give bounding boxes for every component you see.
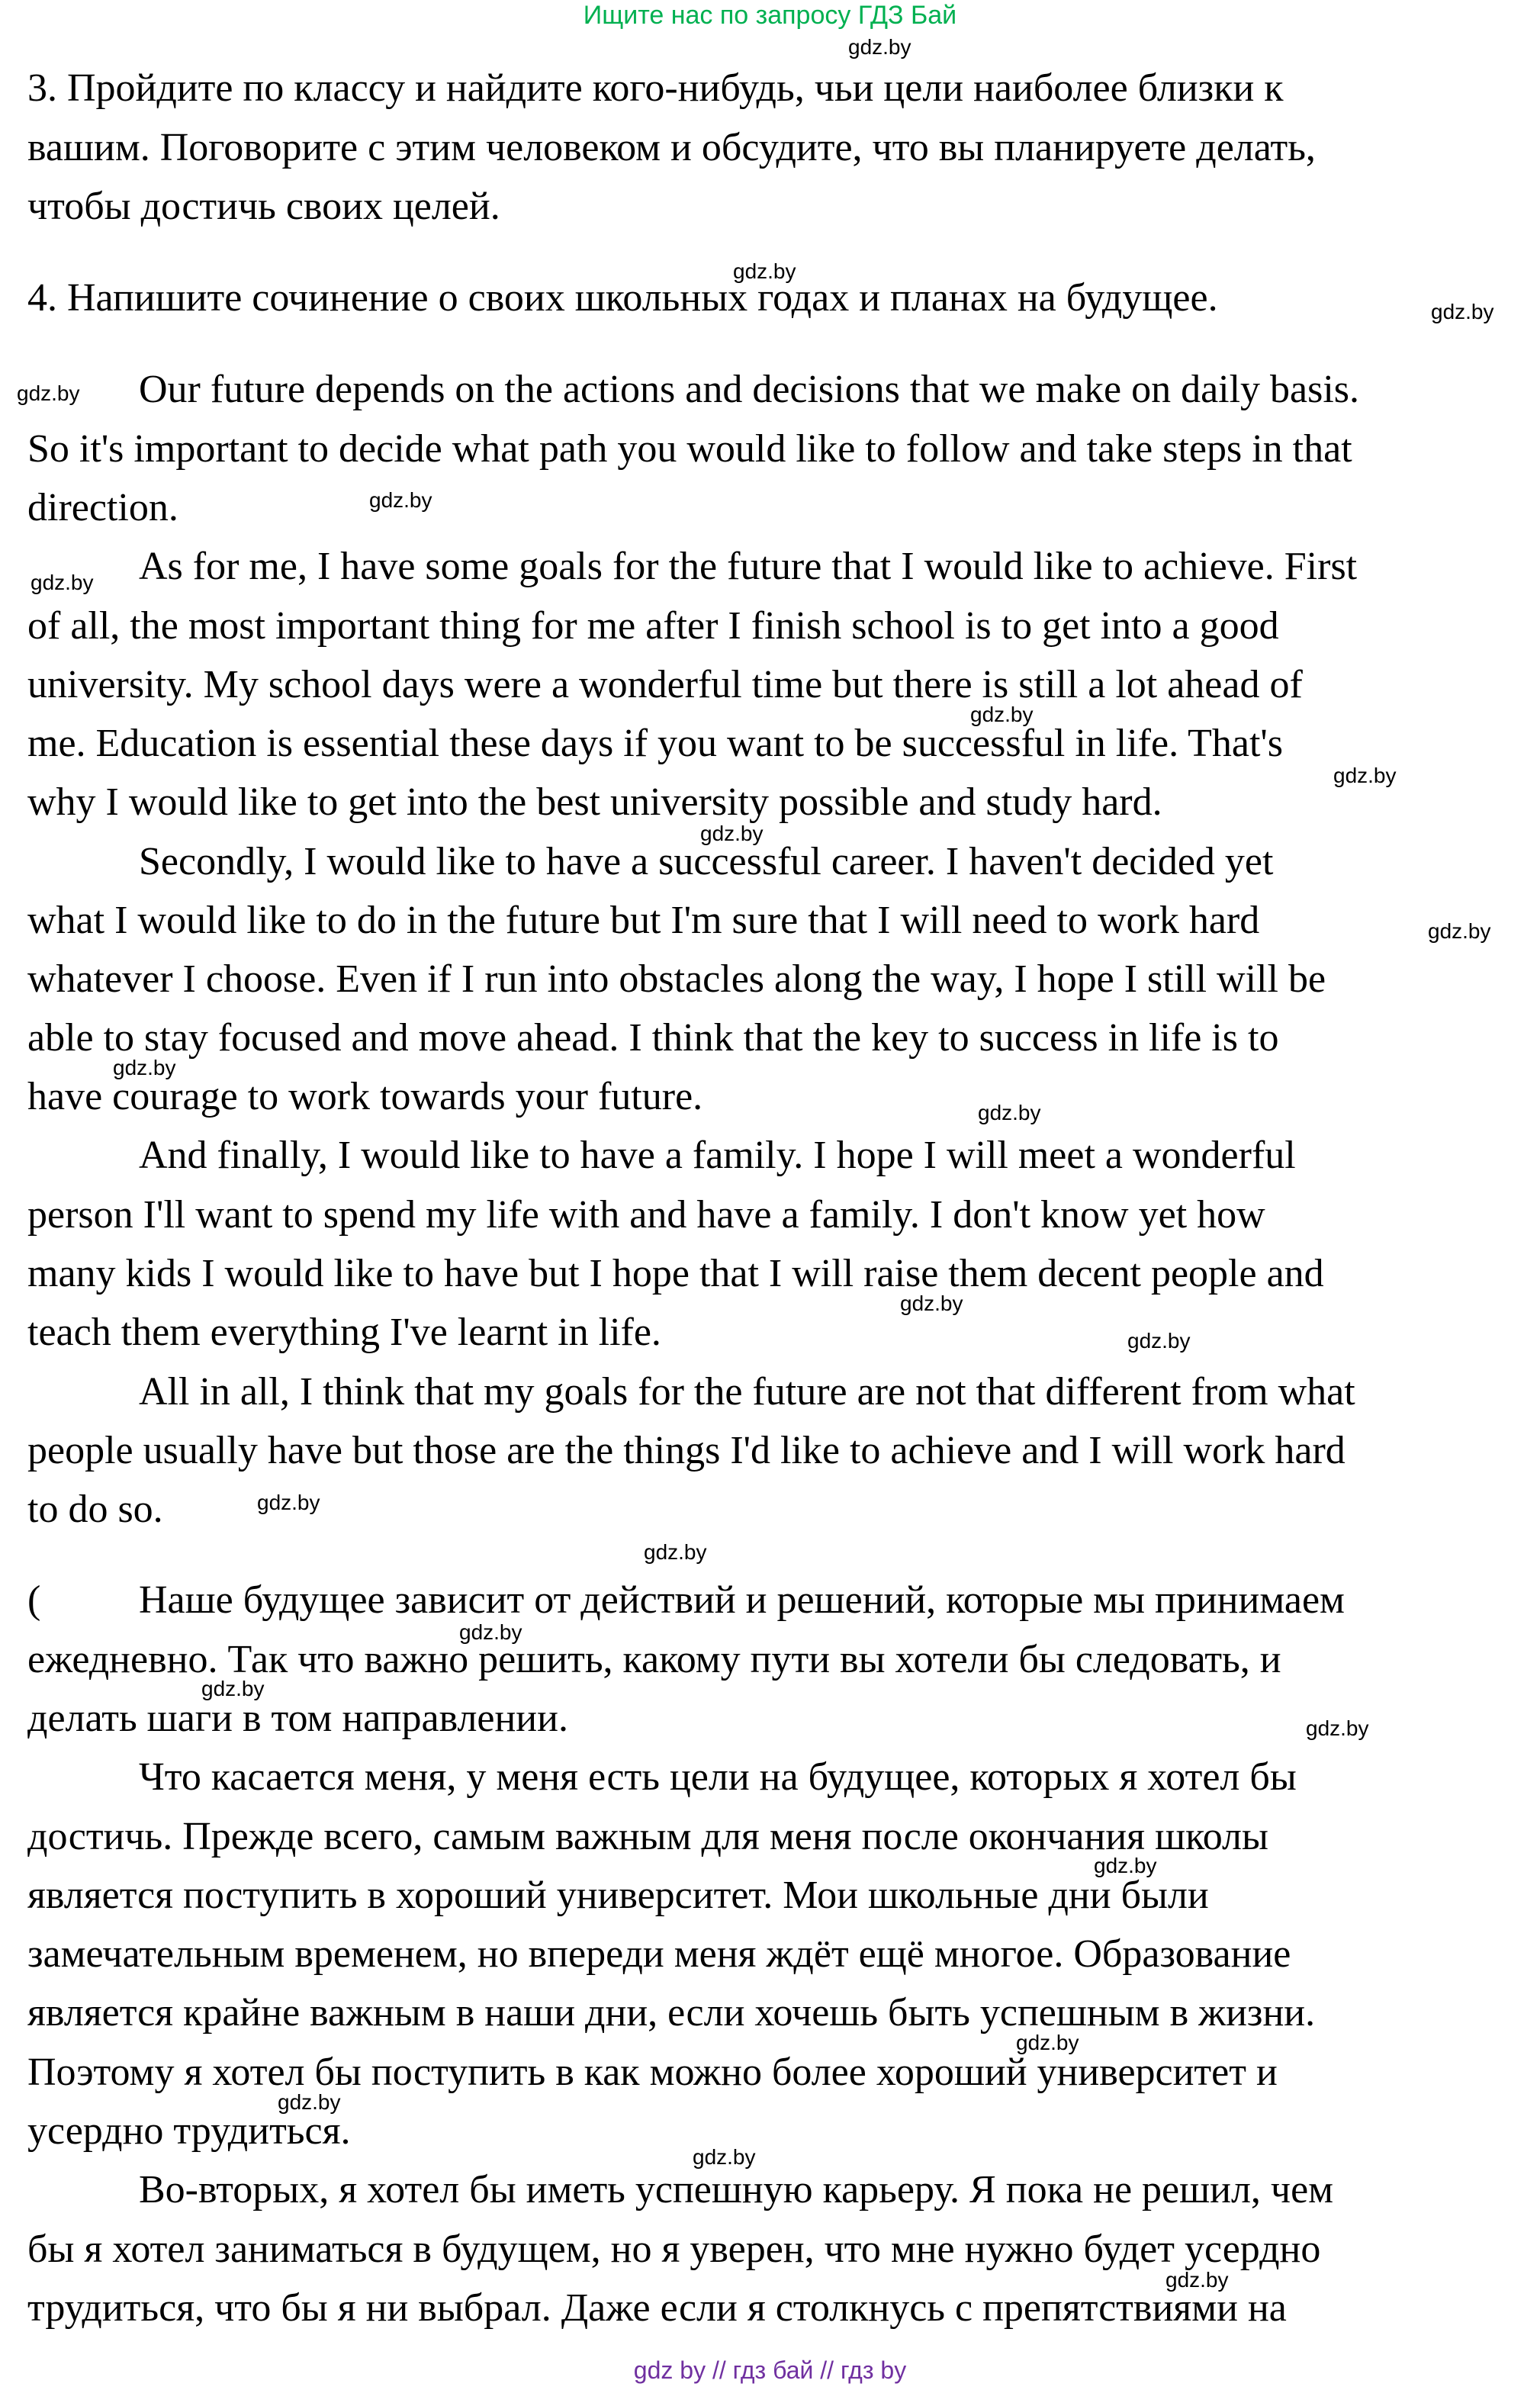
russian-line-3: делать шаги в том направлении. [27, 1697, 568, 1740]
watermark: gdz.by [1306, 1716, 1369, 1740]
watermark: gdz.by [31, 571, 94, 594]
english-line-3: direction. [27, 486, 178, 529]
footer-links[interactable]: gdz by // гдз бай // гдз by [633, 2356, 907, 2384]
watermark: gdz.by [1165, 2268, 1229, 2292]
task3-line-2: вашим. Поговорите с этим человеком и обсудите, что вы планируете делать, [27, 126, 1316, 169]
watermark: gdz.by [1431, 300, 1494, 323]
watermark: gdz.by [369, 488, 432, 512]
task3-line-3: чтобы достичь своих целей. [27, 185, 500, 228]
english-line-4: As for me, I have some goals for the future that I would like to achieve. First [139, 545, 1358, 588]
header-search-link[interactable]: Ищите нас по запросу ГДЗ Бай [583, 1, 957, 30]
watermark: gdz.by [1333, 764, 1397, 787]
english-line-12: able to stay focused and move ahead. I think that the key to success in life is to [27, 1016, 1279, 1060]
watermark: gdz.by [278, 2090, 341, 2114]
russian-line-5: достичь. Прежде всего, самым важным для меня после окончания школы [27, 1815, 1268, 1858]
russian-line-8: является крайне важным в наши дни, если хочешь быть успешным в жизни. [27, 1991, 1316, 2035]
english-line-1: Our future depends on the actions and decisions that we make on daily basis. [139, 368, 1360, 411]
russian-line-7: замечательным временем, но впереди меня ждёт ещё многое. Образование [27, 1932, 1291, 1976]
english-line-5: of all, the most important thing for me after I finish school is to get into a good [27, 604, 1279, 648]
russian-open-paren: ( [27, 1578, 41, 1622]
russian-line-11: Во-вторых, я хотел бы иметь успешную карьеру. Я пока не решил, чем [139, 2168, 1334, 2211]
watermark: gdz.by [1016, 2031, 1079, 2054]
english-line-10: what I would like to do in the future but I'm sure that I will need to work hard [27, 899, 1260, 942]
watermark: gdz.by [17, 381, 80, 405]
russian-line-4: Что касается меня, у меня есть цели на будущее, которых я хотел бы [139, 1755, 1297, 1799]
russian-line-9: Поэтому я хотел бы поступить в как можно более хороший университет и [27, 2051, 1278, 2094]
english-line-8: why I would like to get into the best university possible and study hard. [27, 780, 1162, 824]
english-line-9: Secondly, I would like to have a successful career. I haven't decided yet [139, 840, 1274, 883]
watermark: gdz.by [1127, 1329, 1191, 1353]
russian-line-1: Наше будущее зависит от действий и решений, которые мы принимаем [139, 1578, 1345, 1622]
watermark: gdz.by [978, 1101, 1041, 1124]
watermark: gdz.by [1428, 919, 1491, 943]
watermark: gdz.by [257, 1491, 320, 1514]
watermark: gdz.by [693, 2145, 756, 2169]
english-line-14: And finally, I would like to have a family. I hope I will meet a wonderful [139, 1134, 1296, 1177]
english-line-6: university. My school days were a wonderful time but there is still a lot ahead of [27, 663, 1303, 706]
english-line-2: So it's important to decide what path you would like to follow and take steps in that [27, 427, 1352, 471]
watermark: gdz.by [733, 259, 796, 283]
task4-line: 4. Напишите сочинение о своих школьных годах и планах на будущее. [27, 276, 1218, 320]
watermark: gdz.by [459, 1620, 522, 1644]
watermark: gdz.by [848, 35, 911, 59]
english-line-18: All in all, I think that my goals for the future are not that different from what [139, 1370, 1355, 1414]
watermark: gdz.by [201, 1677, 265, 1700]
russian-line-12: бы я хотел заниматься в будущем, но я уверен, что мне нужно будет усердно [27, 2228, 1321, 2271]
english-line-7: me. Education is essential these days if you want to be successful in life. That's [27, 722, 1284, 765]
watermark: gdz.by [970, 703, 1034, 726]
english-line-16: many kids I would like to have but I hope that I will raise them decent people and [27, 1252, 1324, 1295]
english-line-20: to do so. [27, 1488, 163, 1531]
english-line-11: whatever I choose. Even if I run into obstacles along the way, I hope I still will be [27, 957, 1326, 1001]
task3-line-1: 3. Пройдите по классу и найдите кого-нибудь, чьи цели наиболее близки к [27, 66, 1284, 110]
russian-line-10: усердно трудиться. [27, 2109, 351, 2153]
english-line-15: person I'll want to spend my life with and have a family. I don't know yet how [27, 1193, 1265, 1237]
russian-line-6: является поступить в хороший университет. Мои школьные дни были [27, 1874, 1209, 1917]
english-line-17: teach them everything I've learnt in life. [27, 1311, 661, 1354]
english-line-13: have courage to work towards your future. [27, 1075, 703, 1118]
english-line-19: people usually have but those are the things I'd like to achieve and I will work hard [27, 1429, 1345, 1472]
russian-line-13: трудиться, что бы я ни выбрал. Даже если я столкнусь с препятствиями на [27, 2286, 1287, 2330]
watermark: gdz.by [700, 822, 764, 845]
watermark: gdz.by [644, 1540, 707, 1564]
watermark: gdz.by [113, 1056, 176, 1079]
russian-line-2: ежедневно. Так что важно решить, какому пути вы хотели бы следовать, и [27, 1638, 1281, 1681]
watermark: gdz.by [1094, 1854, 1157, 1877]
watermark: gdz.by [900, 1292, 963, 1315]
